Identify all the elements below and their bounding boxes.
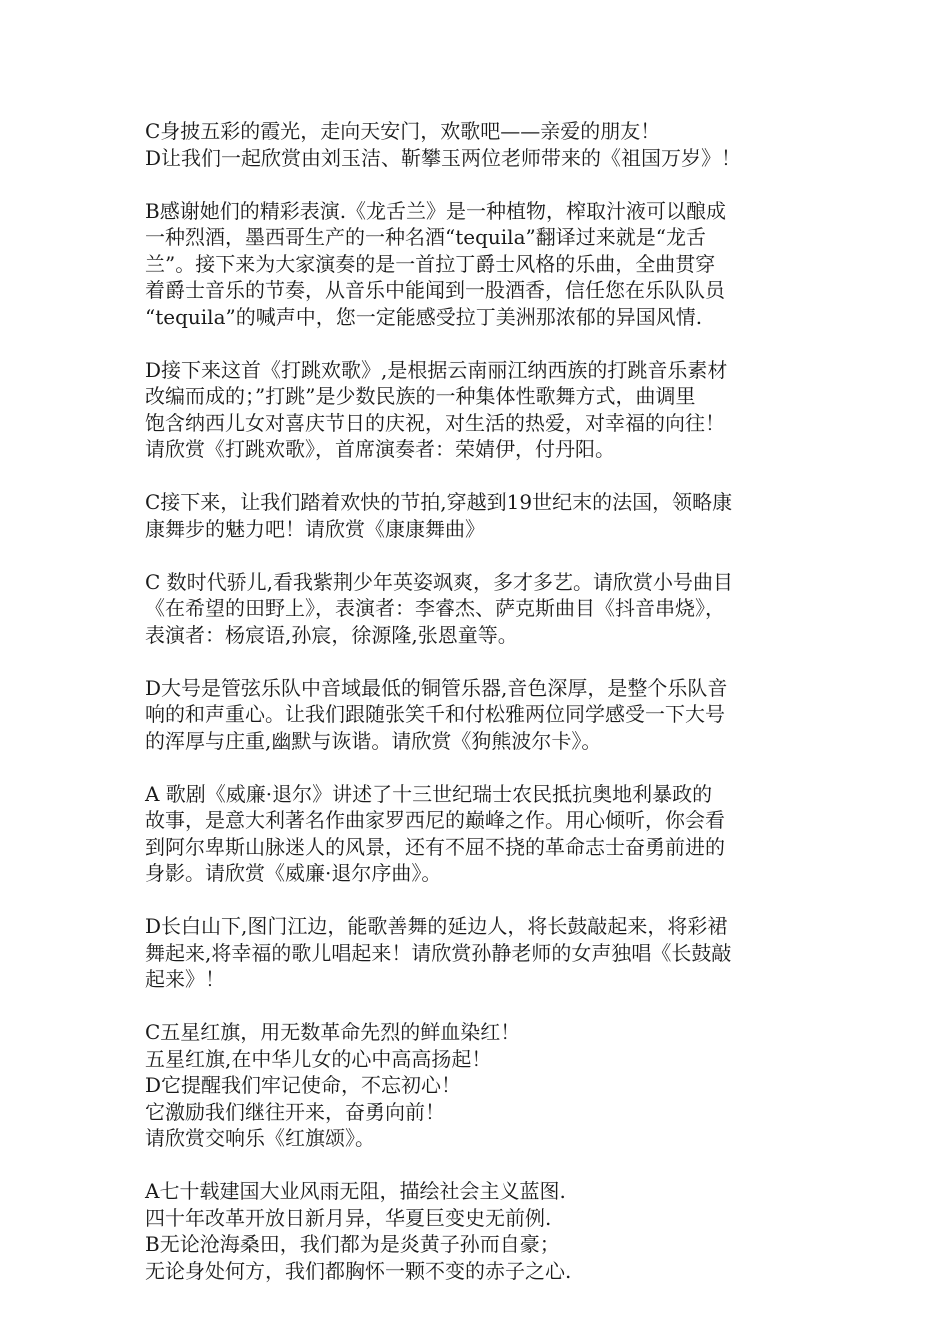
text-line: 表演者：杨宸语,孙宸，徐源隆,张恩童等。 [145,622,518,647]
text-line: 请欣赏《打跳欢歌》，首席演奏者：荣婧伊，付丹阳。 [145,437,615,461]
text-line: 到阿尔卑斯山脉迷人的风景，还有不屈不挠的革命志士奋勇前进的 [145,834,725,859]
text-line: D让我们一起欣赏由刘玉洁、靳攀玉两位老师带来的《祖国万岁》！ [145,145,742,170]
text-line: 四十年改革开放日新月异，华夏巨变史无前例. [145,1205,552,1230]
paragraph [145,198,815,331]
paragraph [145,569,815,649]
text-line: 请欣赏交响乐《红旗颂》。 [145,1126,375,1150]
text-line: 的浑厚与庄重,幽默与诙谐。请欣赏《狗熊波尔卡》。 [145,728,602,753]
paragraph [145,357,815,463]
text-line: 康舞步的魅力吧！请欣赏《康康舞曲》 [145,516,485,541]
text-line: C五星红旗，用无数革命先烈的鲜血染红！ [145,1020,521,1044]
text-line: 故事，是意大利著名作曲家罗西尼的巅峰之作。用心倾听，你会看 [145,808,725,832]
text-line: 响的和声重心。让我们跟随张笑千和付松雅两位同学感受一下大号 [145,702,725,726]
text-line: 一种烈酒，墨西哥生产的一种名酒“tequila”翻译过来就是“龙舌 [145,225,706,249]
paragraph [145,675,815,755]
text-line: B感谢她们的精彩表演.《龙舌兰》是一种植物，榨取汁液可以酿成 [145,198,727,223]
paragraph [145,489,815,542]
text-line: A 歌剧《威廉·退尔》讲述了十三世纪瑞士农民抵抗奥地利暴政的 [145,781,713,806]
text-line: 无论身处何方，我们都胸怀一颗不变的赤子之心. [145,1258,572,1283]
text-line: “tequila”的喊声中，您一定能感受拉丁美洲那浓郁的异国风情. [145,304,703,329]
text-line: D长白山下,图门江边，能歌善舞的延边人，将长鼓敲起来，将彩裙 [145,914,728,938]
text-line: A七十载建国大业风雨无阻，描绘社会主义蓝图. [145,1179,566,1203]
document-body [145,118,815,1311]
text-line: 它激励我们继往开来，奋勇向前！ [145,1099,445,1124]
text-line: 身影。请欣赏《威廉·退尔序曲》。 [145,861,442,885]
text-line: B无论沧海桑田，我们都为是炎黄子孙而自豪； [145,1232,560,1256]
text-line: 起来》！ [145,967,225,991]
text-line: 着爵士音乐的节奏，从音乐中能闻到一股酒香，信任您在乐队队员 [145,278,725,302]
text-line: 舞起来,将幸福的歌儿唱起来！请欣赏孙静老师的女声独唱《长鼓敲 [145,940,732,965]
paragraph [145,913,815,993]
text-line: C接下来，让我们踏着欢快的节拍,穿越到19世纪末的法国，领略康 [145,490,733,514]
text-line: D它提醒我们牢记使命，不忘初心！ [145,1073,462,1097]
paragraph [145,1178,815,1284]
text-line: 兰”。接下来为大家演奏的是一首拉丁爵士风格的乐曲，全曲贯穿 [145,251,716,276]
paragraph [145,118,815,171]
text-line: C身披五彩的霞光，走向天安门，欢歌吧——亲爱的朋友！ [145,119,661,143]
text-line: D大号是管弦乐队中音域最低的铜管乐器,音色深厚，是整个乐队音 [145,675,728,700]
text-line: 饱含纳西儿女对喜庆节日的庆祝，对生活的热爱，对幸福的向往！ [145,410,725,435]
paragraph [145,1019,815,1152]
text-line: 《在希望的田野上》，表演者：李睿杰、萨克斯曲目《抖音串烧》， [145,596,725,620]
text-line: D接下来这首《打跳欢歌》,是根据云南丽江纳西族的打跳音乐素材 [145,357,728,382]
text-line: 五星红旗,在中华儿女的心中高高扬起！ [145,1046,492,1071]
text-line: C 数时代骄儿,看我紫荆少年英姿飒爽，多才多艺。请欣赏小号曲目 [145,569,734,594]
paragraph [145,781,815,887]
text-line: 改编而成的；”打跳”是少数民族的一种集体性歌舞方式，曲调里 [145,384,696,408]
